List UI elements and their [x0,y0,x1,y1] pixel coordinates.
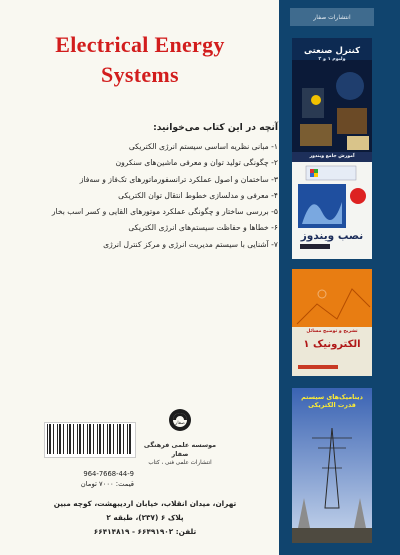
book-title-line2: Systems [101,62,179,87]
related-book-title: نصب ویندوز [300,230,364,242]
related-book-title: کنترل صنعتی [303,46,361,56]
address-line2: پلاک ۶ (۲۳۷)، طبقه ۲ [106,513,184,522]
related-book-title: دینامیک‌های سیستم قدرت الکتریکی [301,393,363,409]
publisher-name [138,441,222,467]
contents-item: ۲- چگونگی تولید توان و معرفی ماشین‌های سنکرون [115,158,278,168]
related-book-subtitle: تشریح و توضیح مسائل [306,329,358,334]
windows-cover-art [292,152,372,259]
electronics-cover-art [292,269,372,376]
contents-item: ۶- خطاها و حفاظت سیستم‌های انرژی الکتریکی [128,223,278,233]
related-book-electronics [292,269,372,376]
contents-list [6,139,278,253]
publisher-logo [168,408,192,432]
contents-section [6,122,278,253]
related-book-power-dynamics [292,388,372,543]
price-label: قیمت: ۷۰۰۰ تومان [80,480,134,488]
contents-item: ۷- آشنایی با سیستم مدیریت انرژی و مرکز کنترل انرژی [103,239,278,249]
related-book-industrial-control [292,38,372,152]
related-book-title: الکترونیک ۱ [303,339,361,350]
related-book-subtitle: ولیوم ۱ و ۲ [318,57,346,62]
address-line1: تهران، میدان انقلاب، خیابان اردیبهشت، کوچه مبین [53,499,237,508]
power-dynamics-cover-art [292,388,372,543]
contents-heading: آنچه در این کتاب می‌خوانید: [153,122,278,133]
book-title [0,30,280,90]
barcode [46,424,132,454]
series-label: انتشارات صفار [290,8,374,26]
book-title-line1: Electrical Energy [55,32,225,57]
publisher-logo-text: صفار [175,421,185,426]
contents-item: ۱- مبانی نظریه اساسی سیستم انرژی الکتریکی [128,142,278,151]
contents-item: ۴- معرفی و مدلسازی خطوط انتقال توان الکتریکی [118,190,278,200]
publisher-name-line2: انتشارات علمی فنی ، کتاب [148,460,212,466]
contents-item: ۳- ساختمان و اصول عملکرد ترانسفورماتورهای تک‌فاز و سه‌فاز [79,174,278,184]
contents-item: ۵- بررسی ساختار و چگونگی عملکرد موتورهای القایی و کسر اسب بخار [51,207,278,217]
isbn-number: 964-7668-44-9 [83,470,134,478]
related-book-windows-install [292,152,372,259]
publisher-address [0,497,290,539]
address-line3: تلفن: ۶۶۴۹۱۹۰۲ - ۶۶۴۱۴۸۱۹ [93,527,197,536]
publisher-name-line1: موسسه علمی فرهنگی صفار [143,441,217,458]
related-book-subtitle: آموزش جامع ویندوز [309,154,355,159]
